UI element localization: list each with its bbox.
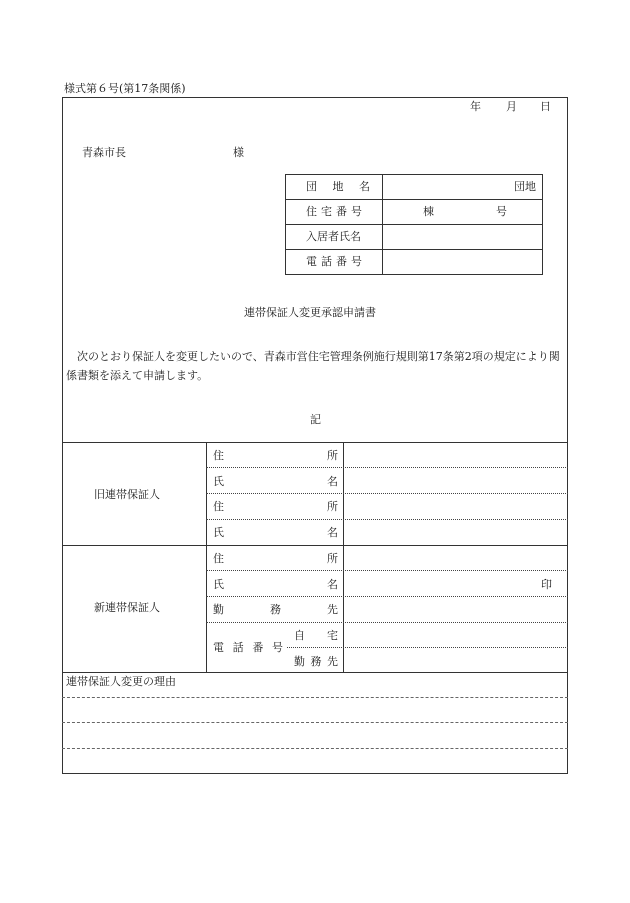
denwa-label: 電 話 番 号 [306, 255, 362, 268]
addressee-name: 青森市長 [82, 146, 126, 159]
date-month: 月 [506, 100, 517, 113]
date-day: 日 [540, 100, 551, 113]
old-name-input-2[interactable] [347, 522, 565, 542]
phone-work-label: 勤 務 先 [294, 655, 338, 668]
old-name-input-1[interactable] [347, 471, 565, 491]
new-phone-label: 電 話 番 号 [213, 641, 283, 654]
tou-label: 棟 [423, 205, 434, 218]
form-number: 様式第６号(第17条関係) [64, 82, 186, 95]
old-address-input-2[interactable] [347, 496, 565, 516]
danchi-suffix: 団地 [514, 180, 536, 193]
denwa-input[interactable] [386, 253, 540, 271]
new-workplace-input[interactable] [347, 599, 565, 619]
phone-home-input[interactable] [347, 625, 565, 645]
date-year: 年 [470, 100, 481, 113]
old-address-label-2: 住 所 [213, 500, 338, 513]
new-guarantor-label: 新連帯保証人 [94, 601, 160, 614]
old-name-label-1: 氏 名 [213, 475, 338, 488]
body-text: 次のとおり保証人を変更したいので、青森市営住宅管理条例施行規則第17条第2項の規定により関係書類を添えて申請します。 [66, 350, 560, 382]
reason-input[interactable] [64, 699, 566, 771]
addressee-honorific: 様 [233, 146, 244, 159]
seal-mark: 印 [541, 578, 552, 591]
old-address-input-1[interactable] [347, 445, 565, 465]
new-name-input[interactable] [347, 574, 535, 594]
new-address-label: 住 所 [213, 552, 338, 565]
form-title: 連帯保証人変更承認申請書 [244, 306, 376, 319]
new-address-input[interactable] [347, 548, 565, 568]
jutaku-input[interactable] [386, 203, 540, 221]
nyukyo-label: 入居者氏名 [306, 230, 361, 243]
danchi-label: 団 地 名 [306, 180, 376, 193]
new-name-label: 氏 名 [213, 578, 338, 591]
ki-label: 記 [310, 413, 321, 426]
old-address-label-1: 住 所 [213, 449, 338, 462]
phone-work-input[interactable] [347, 650, 565, 670]
gou-label: 号 [496, 205, 507, 218]
jutaku-label: 住 宅 番 号 [306, 205, 362, 218]
reason-label: 連帯保証人変更の理由 [66, 675, 176, 688]
nyukyo-input[interactable] [386, 228, 540, 246]
new-workplace-label: 勤 務 先 [213, 603, 338, 616]
phone-home-label: 自 宅 [294, 629, 338, 642]
old-guarantor-label: 旧連帯保証人 [94, 488, 160, 501]
old-name-label-2: 氏 名 [213, 526, 338, 539]
